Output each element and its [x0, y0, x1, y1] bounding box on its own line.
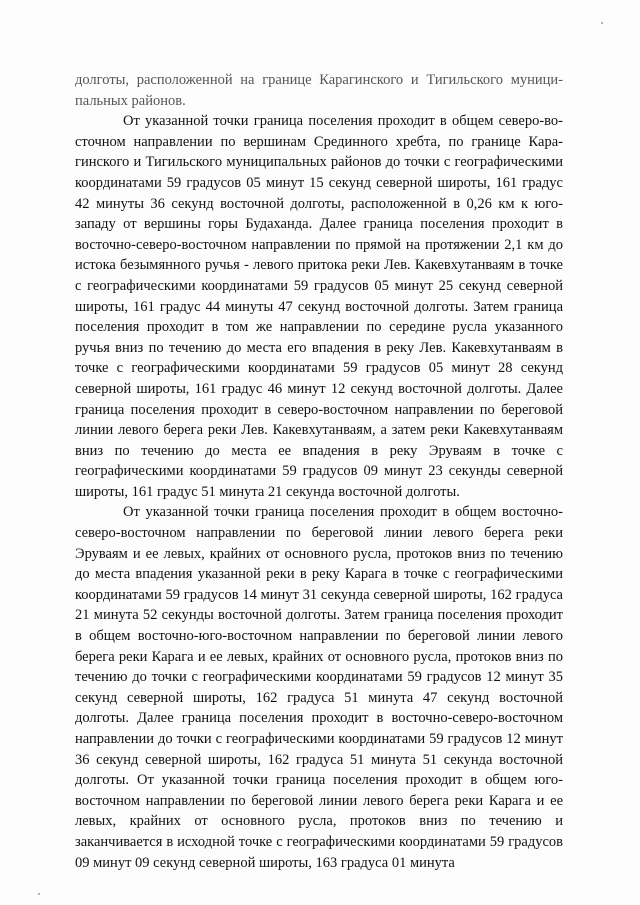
paragraph: От указанной точки граница поселения проходит в общем северо-восточном направлении по вершинам Срединного хребта, по границе Карагинского и Тигильского муниципальных районов до точки с географическими координатами 59 градусов 05 минут 15 секунд северной широты, 161 градус 42 минуты 36 секунд восточной долготы, расположенной в 0,26 км к юго-западу от вершины горы Будаханда. Далее граница поселения проходит в восточно-северо-восточном направлении по прямой на протяжении 2,1 км до истока безымянного ручья - левого притока реки Лев. Какевхутанваям в точке с географическими координатами 59 градусов 05 минут 25 секунд северной широты, 161 градус 44 минуты 47 секунд восточной долготы. Затем граница поселения проходит в том же направлении по середине русла указанного ручья вниз по течению до места его впадения в реку Лев. Какевхутанваям в точке с географическими координатами 59 градусов 05 минут 28 секунд северной широты, 161 градус 46 минут 12 секунд восточной долготы. Далее граница поселения проходит в северо-восточном направлении по береговой линии левого берега реки Лев. Какевхутанваям, а затем реки Какевхутанваям вниз по течению до места ее впадения в реку Эруваям в точке с географическими координатами 59 градусов 09 минут 23 секунды северной широты, 161 градус 51 минута 21 секунда восточной долготы. [75, 113, 563, 500]
paragraph: От указанной точки граница поселения проходит в общем восточно-северо-восточном направлении по береговой линии левого берега реки Эруваям и ее левых, крайних от основного русла, протоков вниз по течению до места впадения указанной реки в реку Карага в точке с географическими координатами 59 градусов 14 минут 31 секунда северной широты, 162 градуса 21 минута 52 секунды восточной долготы. Затем граница поселения проходит в общем восточно-юго-восточном направлении по береговой линии левого берега реки Карага и ее левых, крайних от основного русла, протоков вниз по течению до точки с географическими координатами 59 градусов 12 минут 35 секунд северной широты, 162 градуса 51 минута 47 секунд восточной долготы. Далее граница поселения проходит в восточно-северо-восточном направлении до точки с географическими координатами 59 градусов 12 минут 36 секунд северной широты, 162 градуса 51 минута 51 секунда восточной долготы. От указанной точки граница поселения проходит в общем юго-восточном направлении по береговой линии левого берега реки Карага и ее левых, крайних от основного русла, протоков вниз по течению и заканчивается в исходной точке с географическими координатами 59 градусов 09 минут 09 секунд северной широты, 163 градуса 01 минута [75, 504, 563, 871]
scan-speck [38, 893, 40, 895]
paragraph-continuation: долготы, расположенной на границе Карагинского и Тигильского муниципальных районов. [75, 72, 563, 109]
scan-speck [601, 22, 603, 24]
document-body [75, 70, 563, 873]
